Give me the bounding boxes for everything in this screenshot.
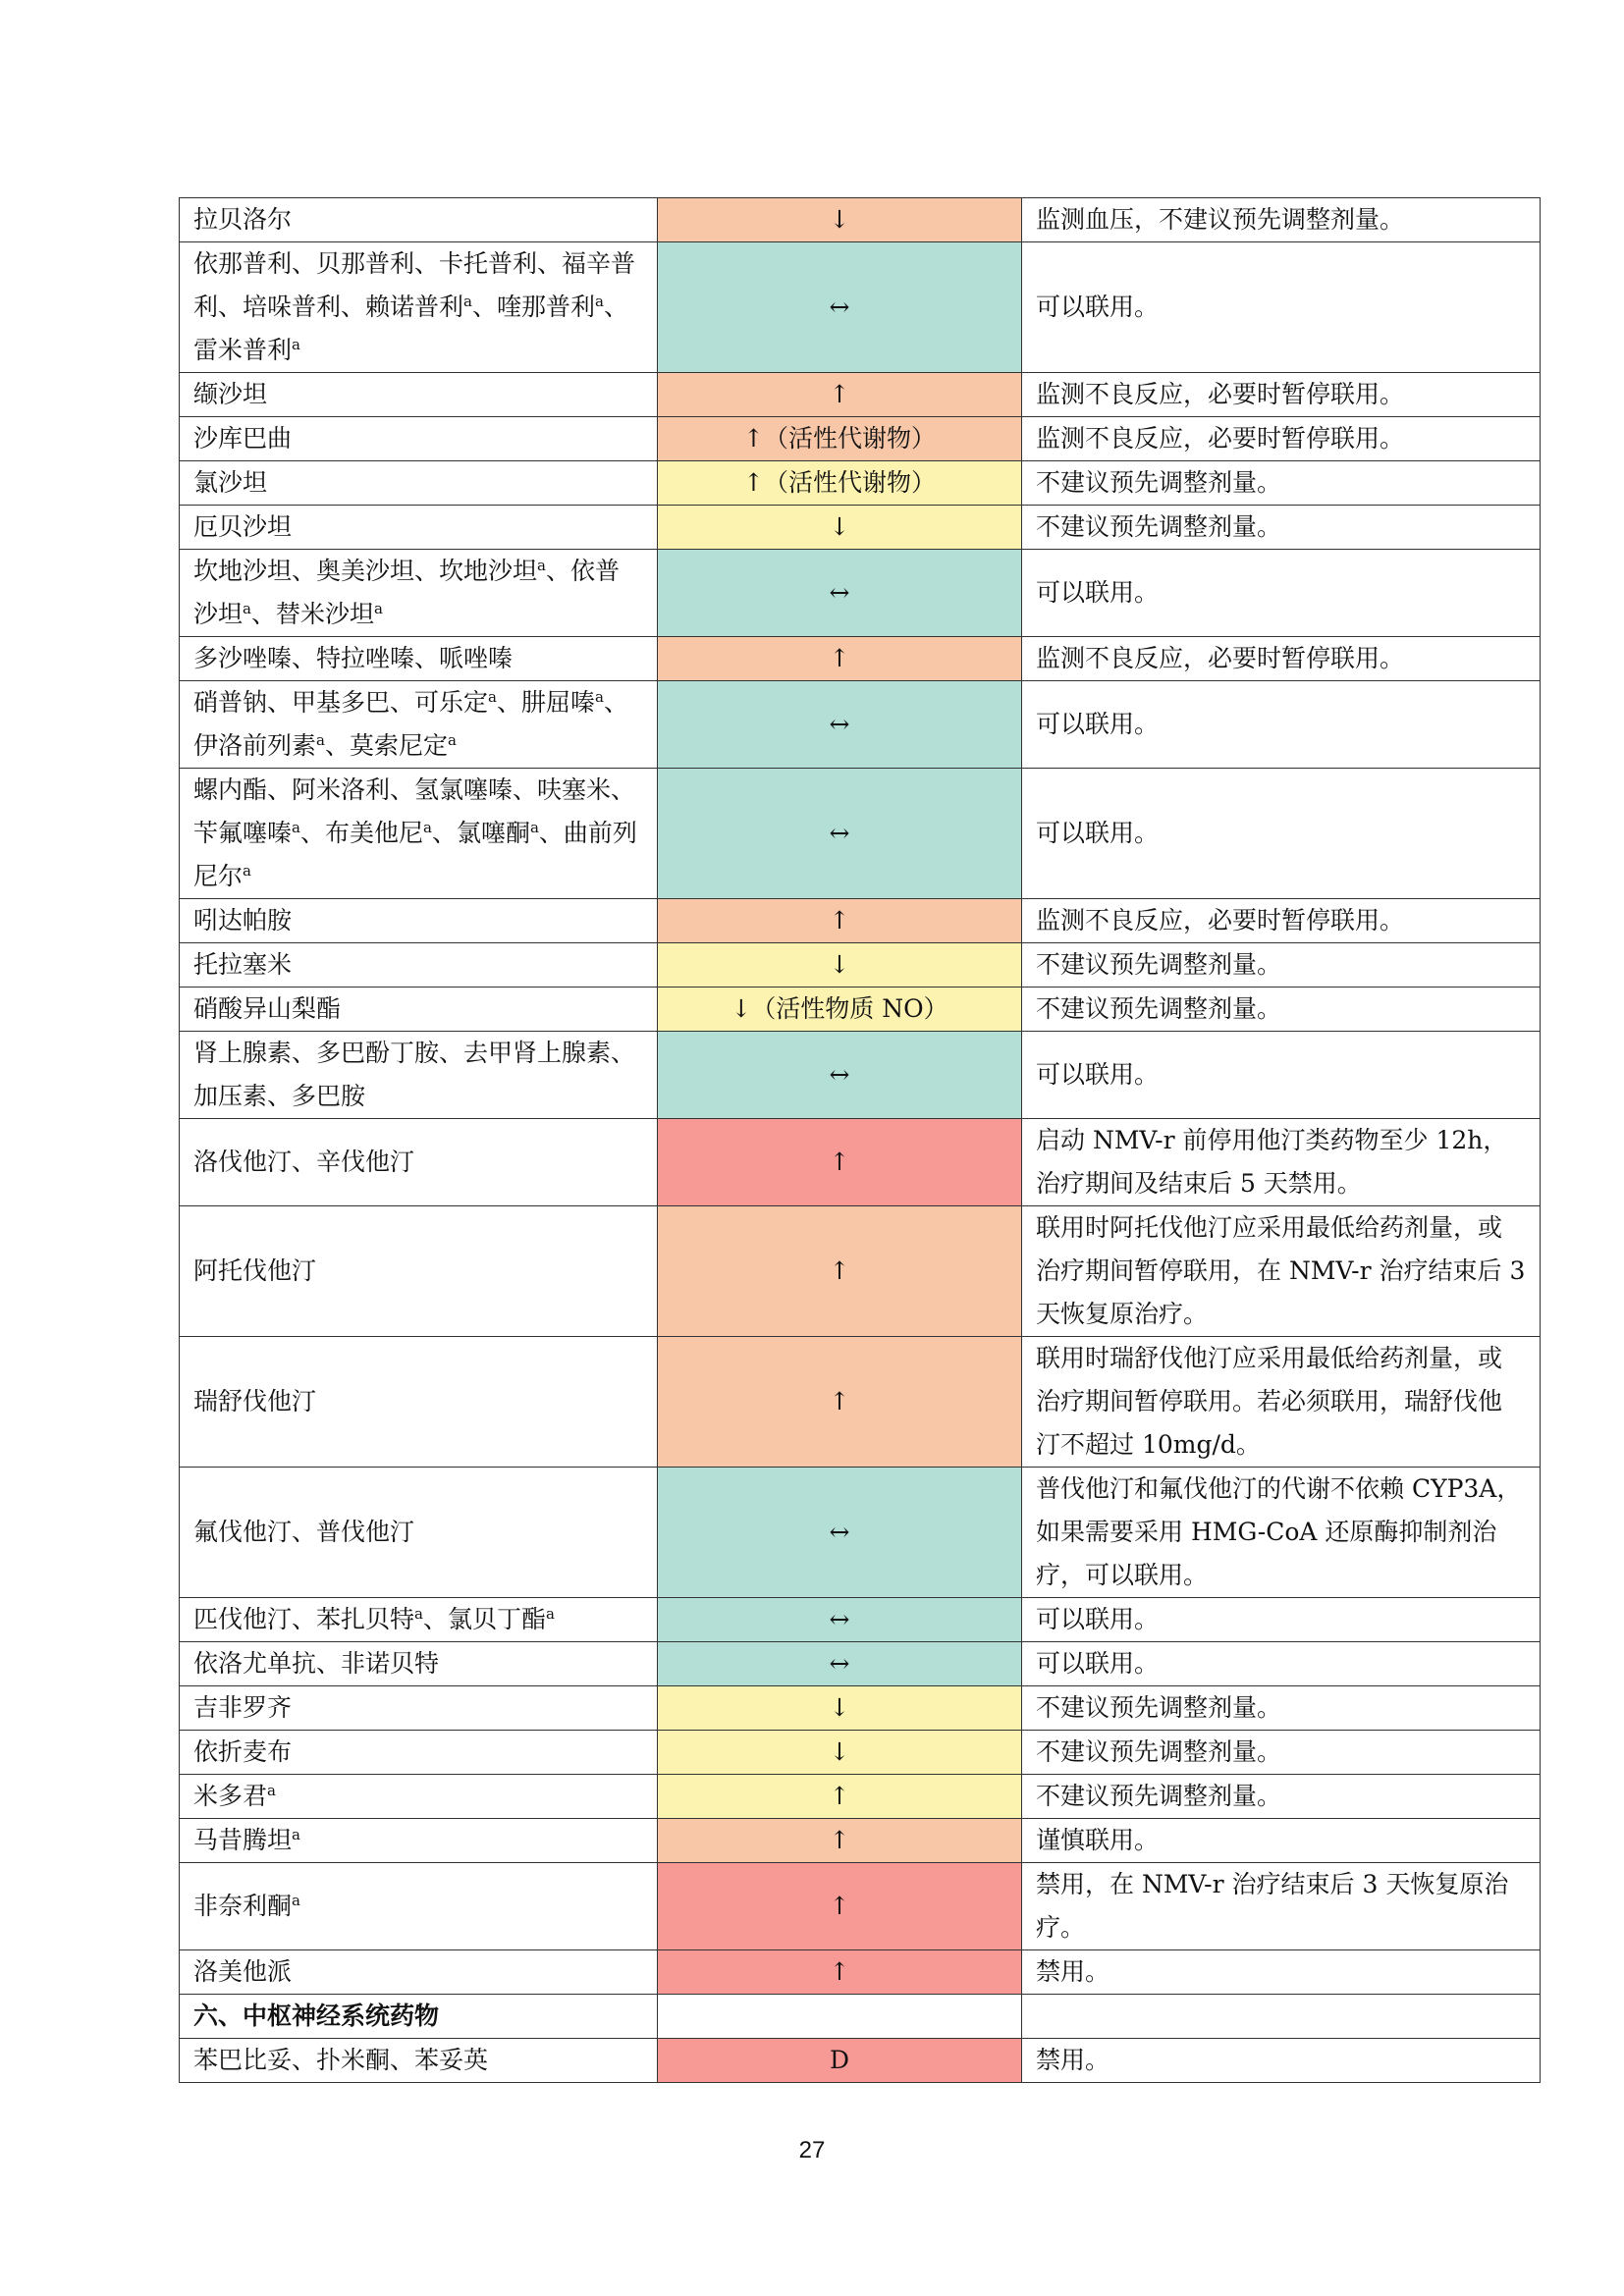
effect-cell: ↓ [658, 198, 1022, 242]
effect-cell: ↑ [658, 1775, 1022, 1819]
drug-name-cell: 非奈利酮$^a$ [180, 1863, 658, 1950]
drug-name-cell: 依洛尤单抗、非诺贝特 [180, 1642, 658, 1686]
recommendation-cell: 禁用。 [1022, 2039, 1541, 2083]
recommendation-cell: 监测不良反应，必要时暂停联用。 [1022, 899, 1541, 943]
effect-cell: ↔ [658, 1642, 1022, 1686]
footnote-marker: a [594, 293, 604, 310]
table-row [180, 550, 1541, 637]
footnote-marker: a [292, 1826, 300, 1843]
table-row [180, 1468, 1541, 1598]
footnote-marker: a [545, 1605, 555, 1623]
footnote-marker: a [243, 862, 251, 880]
table-row [180, 769, 1541, 899]
footnote-marker: a [292, 1892, 300, 1909]
effect-cell: ↑（活性代谢物） [658, 417, 1022, 461]
effect-cell: ↔ [658, 550, 1022, 637]
recommendation-cell: 联用时阿托伐他汀应采用最低给药剂量，或治疗期间暂停联用，在 NMV-r 治疗结束后 3 天恢复原治疗。 [1022, 1206, 1541, 1337]
effect-cell [658, 1995, 1022, 2039]
drug-name-cell: 依那普利、贝那普利、卡托普利、福辛普利、培哚普利、赖诺普利$^a$、喹那普利$^a$、雷米普利$^a$ [180, 242, 658, 373]
table-row [180, 1731, 1541, 1775]
table-row [180, 1032, 1541, 1119]
effect-cell: ↑ [658, 1119, 1022, 1206]
drug-name-cell: 依折麦布 [180, 1731, 658, 1775]
table-row [180, 242, 1541, 373]
drug-name-cell: 吲达帕胺 [180, 899, 658, 943]
drug-name-cell: 洛伐他汀、辛伐他汀 [180, 1119, 658, 1206]
drug-name-cell: 缬沙坦 [180, 373, 658, 417]
effect-cell: ↔ [658, 769, 1022, 899]
recommendation-cell: 禁用，在 NMV-r 治疗结束后 3 天恢复原治疗。 [1022, 1863, 1541, 1950]
drug-name-cell: 多沙唑嗪、特拉唑嗪、哌唑嗪 [180, 637, 658, 681]
footnote-marker: a [243, 600, 251, 617]
table-row [180, 373, 1541, 417]
recommendation-cell: 监测不良反应，必要时暂停联用。 [1022, 417, 1541, 461]
recommendation-cell: 监测血压，不建议预先调整剂量。 [1022, 198, 1541, 242]
drug-name-cell: 拉贝洛尔 [180, 198, 658, 242]
effect-cell: ↑ [658, 1863, 1022, 1950]
effect-cell: ↓（活性物质 NO） [658, 988, 1022, 1032]
footnote-marker: a [463, 293, 472, 310]
footnote-marker: a [373, 600, 383, 617]
drug-interaction-table [179, 197, 1541, 2083]
drug-name-cell: 肾上腺素、多巴酚丁胺、去甲肾上腺素、加压素、多巴胺 [180, 1032, 658, 1119]
table-row [180, 1206, 1541, 1337]
table-row [180, 1863, 1541, 1950]
drug-name-cell: 马昔腾坦$^a$ [180, 1819, 658, 1863]
table-row [180, 681, 1541, 769]
footnote-marker: a [488, 688, 497, 706]
recommendation-cell: 谨慎联用。 [1022, 1819, 1541, 1863]
table-row [180, 1775, 1541, 1819]
effect-cell: ↑ [658, 373, 1022, 417]
drug-name-cell: 米多君$^a$ [180, 1775, 658, 1819]
footnote-marker: a [447, 731, 457, 749]
recommendation-cell [1022, 1995, 1541, 2039]
recommendation-cell: 可以联用。 [1022, 1598, 1541, 1642]
effect-cell: ↑ [658, 1819, 1022, 1863]
table-row [180, 1119, 1541, 1206]
section-heading: 六、中枢神经系统药物 [180, 1995, 658, 2039]
effect-cell: D [658, 2039, 1022, 2083]
recommendation-cell: 不建议预先调整剂量。 [1022, 988, 1541, 1032]
footnote-marker: a [292, 336, 300, 353]
table-row [180, 637, 1541, 681]
effect-cell: ↑ [658, 1950, 1022, 1995]
effect-cell: ↓ [658, 1731, 1022, 1775]
effect-cell: ↑ [658, 1206, 1022, 1337]
drug-name-cell: 洛美他派 [180, 1950, 658, 1995]
drug-name-cell: 厄贝沙坦 [180, 506, 658, 550]
recommendation-cell: 普伐他汀和氟伐他汀的代谢不依赖 CYP3A，如果需要采用 HMG-CoA 还原酶抑制剂治疗，可以联用。 [1022, 1468, 1541, 1598]
effect-cell: ↓ [658, 943, 1022, 988]
footnote-marker: a [414, 1605, 423, 1623]
recommendation-cell: 监测不良反应，必要时暂停联用。 [1022, 373, 1541, 417]
section-heading-row [180, 1995, 1541, 2039]
table-row [180, 506, 1541, 550]
table-row [180, 1642, 1541, 1686]
table-row [180, 1686, 1541, 1731]
drug-name-cell: 氯沙坦 [180, 461, 658, 506]
drug-name-cell: 硝普钠、甲基多巴、可乐定$^a$、肼屈嗪$^a$、伊洛前列素$^a$、莫索尼定$^a$ [180, 681, 658, 769]
recommendation-cell: 联用时瑞舒伐他汀应采用最低给药剂量，或治疗期间暂停联用。若必须联用，瑞舒伐他汀不超过 10mg/d。 [1022, 1337, 1541, 1468]
footnote-marker: a [292, 819, 300, 836]
table-row [180, 1950, 1541, 1995]
recommendation-cell: 可以联用。 [1022, 1032, 1541, 1119]
recommendation-cell: 可以联用。 [1022, 681, 1541, 769]
drug-name-cell: 阿托伐他汀 [180, 1206, 658, 1337]
recommendation-cell: 不建议预先调整剂量。 [1022, 1775, 1541, 1819]
recommendation-cell: 可以联用。 [1022, 769, 1541, 899]
table-row [180, 1337, 1541, 1468]
recommendation-cell: 不建议预先调整剂量。 [1022, 506, 1541, 550]
effect-cell: ↔ [658, 1468, 1022, 1598]
table-row [180, 943, 1541, 988]
recommendation-cell: 禁用。 [1022, 1950, 1541, 1995]
recommendation-cell: 不建议预先调整剂量。 [1022, 461, 1541, 506]
footnote-marker: a [529, 819, 539, 836]
recommendation-cell: 不建议预先调整剂量。 [1022, 943, 1541, 988]
table-row [180, 1819, 1541, 1863]
effect-cell: ↑ [658, 637, 1022, 681]
drug-interaction-table-body [180, 198, 1541, 2083]
recommendation-cell: 不建议预先调整剂量。 [1022, 1686, 1541, 1731]
effect-cell: ↔ [658, 1598, 1022, 1642]
table-row [180, 899, 1541, 943]
table-row [180, 417, 1541, 461]
table-row [180, 1598, 1541, 1642]
drug-name-cell: 匹伐他汀、苯扎贝特$^a$、氯贝丁酯$^a$ [180, 1598, 658, 1642]
table-row [180, 2039, 1541, 2083]
drug-name-cell: 坎地沙坦、奥美沙坦、坎地沙坦$^a$、依普沙坦$^a$、替米沙坦$^a$ [180, 550, 658, 637]
effect-cell: ↔ [658, 242, 1022, 373]
page-number: 27 [798, 2137, 826, 2163]
recommendation-cell: 可以联用。 [1022, 242, 1541, 373]
table-row [180, 198, 1541, 242]
effect-cell: ↑ [658, 899, 1022, 943]
effect-cell: ↑ [658, 1337, 1022, 1468]
drug-name-cell: 苯巴比妥、扑米酮、苯妥英 [180, 2039, 658, 2083]
footnote-marker: a [316, 731, 325, 749]
effect-cell: ↔ [658, 1032, 1022, 1119]
recommendation-cell: 可以联用。 [1022, 1642, 1541, 1686]
drug-name-cell: 螺内酯、阿米洛利、氢氯噻嗪、呋塞米、苄氟噻嗪$^a$、布美他尼$^a$、氯噻酮$^a$、曲前列尼尔$^a$ [180, 769, 658, 899]
recommendation-cell: 不建议预先调整剂量。 [1022, 1731, 1541, 1775]
table-row [180, 988, 1541, 1032]
effect-cell: ↓ [658, 506, 1022, 550]
drug-name-cell: 氟伐他汀、普伐他汀 [180, 1468, 658, 1598]
effect-cell: ↓ [658, 1686, 1022, 1731]
footnote-marker: a [537, 557, 546, 574]
recommendation-cell: 可以联用。 [1022, 550, 1541, 637]
footnote-marker: a [267, 1782, 276, 1799]
drug-name-cell: 吉非罗齐 [180, 1686, 658, 1731]
footnote-marker: a [594, 688, 604, 706]
footnote-marker: a [422, 819, 432, 836]
drug-name-cell: 托拉塞米 [180, 943, 658, 988]
effect-cell: ↑（活性代谢物） [658, 461, 1022, 506]
drug-name-cell: 瑞舒伐他汀 [180, 1337, 658, 1468]
recommendation-cell: 监测不良反应，必要时暂停联用。 [1022, 637, 1541, 681]
effect-cell: ↔ [658, 681, 1022, 769]
drug-name-cell: 沙库巴曲 [180, 417, 658, 461]
recommendation-cell: 启动 NMV-r 前停用他汀类药物至少 12h，治疗期间及结束后 5 天禁用。 [1022, 1119, 1541, 1206]
drug-name-cell: 硝酸异山梨酯 [180, 988, 658, 1032]
table-row [180, 461, 1541, 506]
